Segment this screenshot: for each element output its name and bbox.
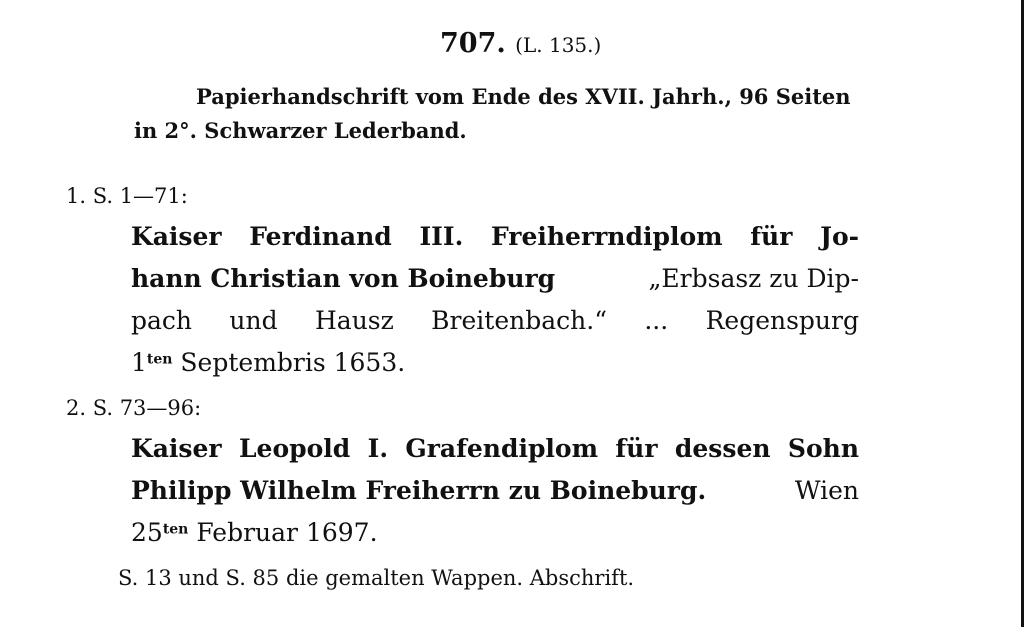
catalog-reference: (L. 135.) — [515, 33, 602, 57]
item-2-title-line-2: Philipp Wilhelm Freiherrn zu Boineburg. — [131, 476, 707, 505]
item-2-day: 25 — [131, 518, 163, 547]
closing-note: S. 13 und S. 85 die gemalten Wappen. Abschrift. — [118, 566, 635, 590]
item-2-date-line — [131, 518, 378, 547]
item-1-quote-start: „Erbsasz zu Dip- — [648, 264, 859, 293]
intro-line-2: in 2°. Schwarzer Lederband. — [134, 118, 467, 143]
item-2-date-rest: Februar 1697. — [196, 518, 378, 547]
intro-line-1: Papierhandschrift vom Ende des XVII. Jahrh., 96 Seiten — [196, 84, 851, 109]
item-2-label: 2. S. 73—96: — [66, 396, 202, 420]
item-2-line-2 — [131, 476, 859, 505]
item-2-place: Wien — [794, 476, 859, 505]
item-1-line-2 — [131, 264, 859, 293]
item-2-title-line-1: Kaiser Leopold I. Grafendiplom für dessen Sohn — [131, 434, 859, 463]
item-1-title-line-2: hann Christian von Boineburg — [131, 264, 556, 293]
item-1-label: 1. S. 1—71: — [66, 184, 188, 208]
item-1-date-line — [131, 348, 405, 377]
item-1-date-rest: Septembris 1653. — [180, 348, 406, 377]
catalog-heading — [440, 28, 601, 59]
item-1-line-3: pach und Hausz Breitenbach.“ ... Regenspurg — [131, 306, 859, 335]
catalog-number: 707. — [440, 28, 506, 59]
item-1-day: 1 — [131, 348, 147, 377]
item-1-title-line-1: Kaiser Ferdinand III. Freiherrndiplom für Jo- — [131, 222, 859, 251]
item-1-day-suffix: ten — [146, 351, 173, 368]
item-2-day-suffix: ten — [162, 521, 189, 538]
